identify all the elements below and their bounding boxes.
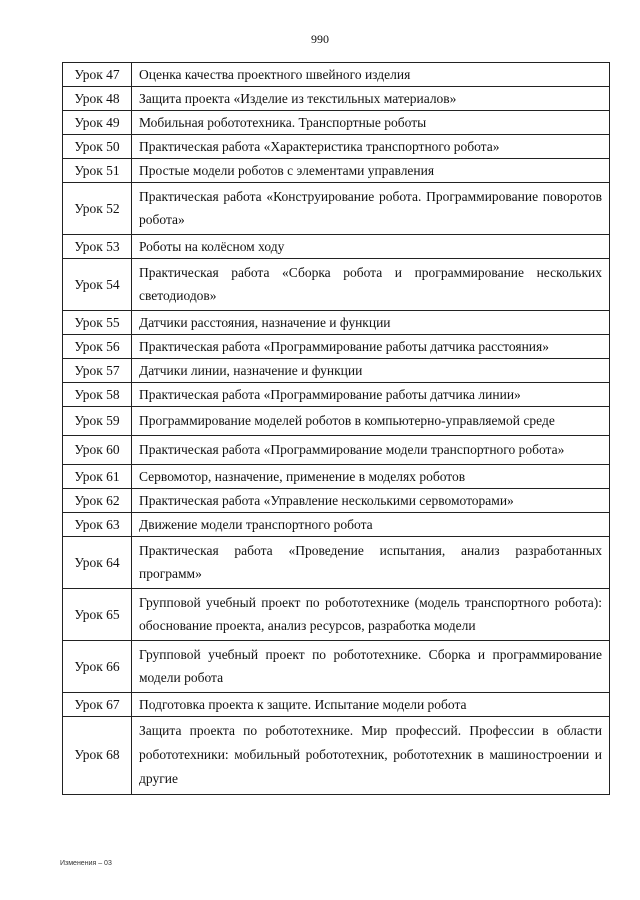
lesson-topic: Практическая работа «Характеристика транспортного робота» [132,135,610,159]
lesson-number: Урок 64 [63,537,132,589]
table-row [63,513,610,537]
lesson-number: Урок 55 [63,311,132,335]
table-row [63,436,610,465]
lesson-number: Урок 54 [63,259,132,311]
lesson-topic: Роботы на колёсном ходу [132,235,610,259]
lesson-number: Урок 52 [63,183,132,235]
lesson-number: Урок 47 [63,63,132,87]
lesson-number: Урок 51 [63,159,132,183]
footer-revision-note: Изменения – 03 [60,860,112,867]
lesson-topic: Практическая работа «Программирование модели транспортного робота» [132,436,610,465]
lesson-topic: Практическая работа «Конструирование робота. Программирование поворотов робота» [132,183,610,235]
table-row [63,335,610,359]
lesson-topic: Защита проекта по робототехнике. Мир профессий. Профессии в области робототехники: мобильный робототехник, робототехник в машиностроении и другие [132,717,610,795]
table-row [63,465,610,489]
table-row [63,489,610,513]
lesson-number: Урок 58 [63,383,132,407]
table-row [63,159,610,183]
table-row [63,407,610,436]
lesson-number: Урок 61 [63,465,132,489]
lesson-number: Урок 56 [63,335,132,359]
lesson-topic: Практическая работа «Программирование работы датчика линии» [132,383,610,407]
page-number: 990 [311,32,329,46]
table-row [63,383,610,407]
lesson-topic: Оценка качества проектного швейного изделия [132,63,610,87]
table-row [63,87,610,111]
lesson-number: Урок 67 [63,693,132,717]
lesson-number: Урок 49 [63,111,132,135]
table-row [63,359,610,383]
lesson-topic: Простые модели роботов с элементами управления [132,159,610,183]
table-row [63,693,610,717]
table-row [63,717,610,795]
lesson-topic: Датчики расстояния, назначение и функции [132,311,610,335]
lesson-number: Урок 59 [63,407,132,436]
lesson-number: Урок 62 [63,489,132,513]
table-row [63,111,610,135]
lesson-number: Урок 50 [63,135,132,159]
lesson-topic: Практическая работа «Сборка робота и программирование нескольких светодиодов» [132,259,610,311]
lesson-topic: Практическая работа «Программирование работы датчика расстояния» [132,335,610,359]
lesson-topic: Движение модели транспортного робота [132,513,610,537]
table-row [63,311,610,335]
table-row [63,135,610,159]
table-row [63,235,610,259]
lesson-topic: Практическая работа «Управление несколькими сервомоторами» [132,489,610,513]
table-row [63,259,610,311]
lesson-number: Урок 68 [63,717,132,795]
lesson-topic: Программирование моделей роботов в компьютерно-управляемой среде [132,407,610,436]
lesson-topic: Подготовка проекта к защите. Испытание модели робота [132,693,610,717]
lesson-number: Урок 60 [63,436,132,465]
lesson-topic: Датчики линии, назначение и функции [132,359,610,383]
table-row [63,183,610,235]
table-row [63,63,610,87]
lesson-topic: Групповой учебный проект по робототехнике (модель транспортного робота): обоснование проекта, анализ ресурсов, разработка модели [132,589,610,641]
lesson-number: Урок 65 [63,589,132,641]
table-row [63,589,610,641]
lesson-topic: Групповой учебный проект по робототехнике. Сборка и программирование модели робота [132,641,610,693]
lesson-topic: Защита проекта «Изделие из текстильных материалов» [132,87,610,111]
lesson-topic: Практическая работа «Проведение испытания, анализ разработанных программ» [132,537,610,589]
lesson-topic: Сервомотор, назначение, применение в моделях роботов [132,465,610,489]
lesson-number: Урок 66 [63,641,132,693]
lesson-number: Урок 48 [63,87,132,111]
lesson-number: Урок 57 [63,359,132,383]
lesson-table [62,62,610,795]
lesson-number: Урок 63 [63,513,132,537]
lesson-number: Урок 53 [63,235,132,259]
table-row [63,537,610,589]
table-row [63,641,610,693]
lesson-topic: Мобильная робототехника. Транспортные роботы [132,111,610,135]
